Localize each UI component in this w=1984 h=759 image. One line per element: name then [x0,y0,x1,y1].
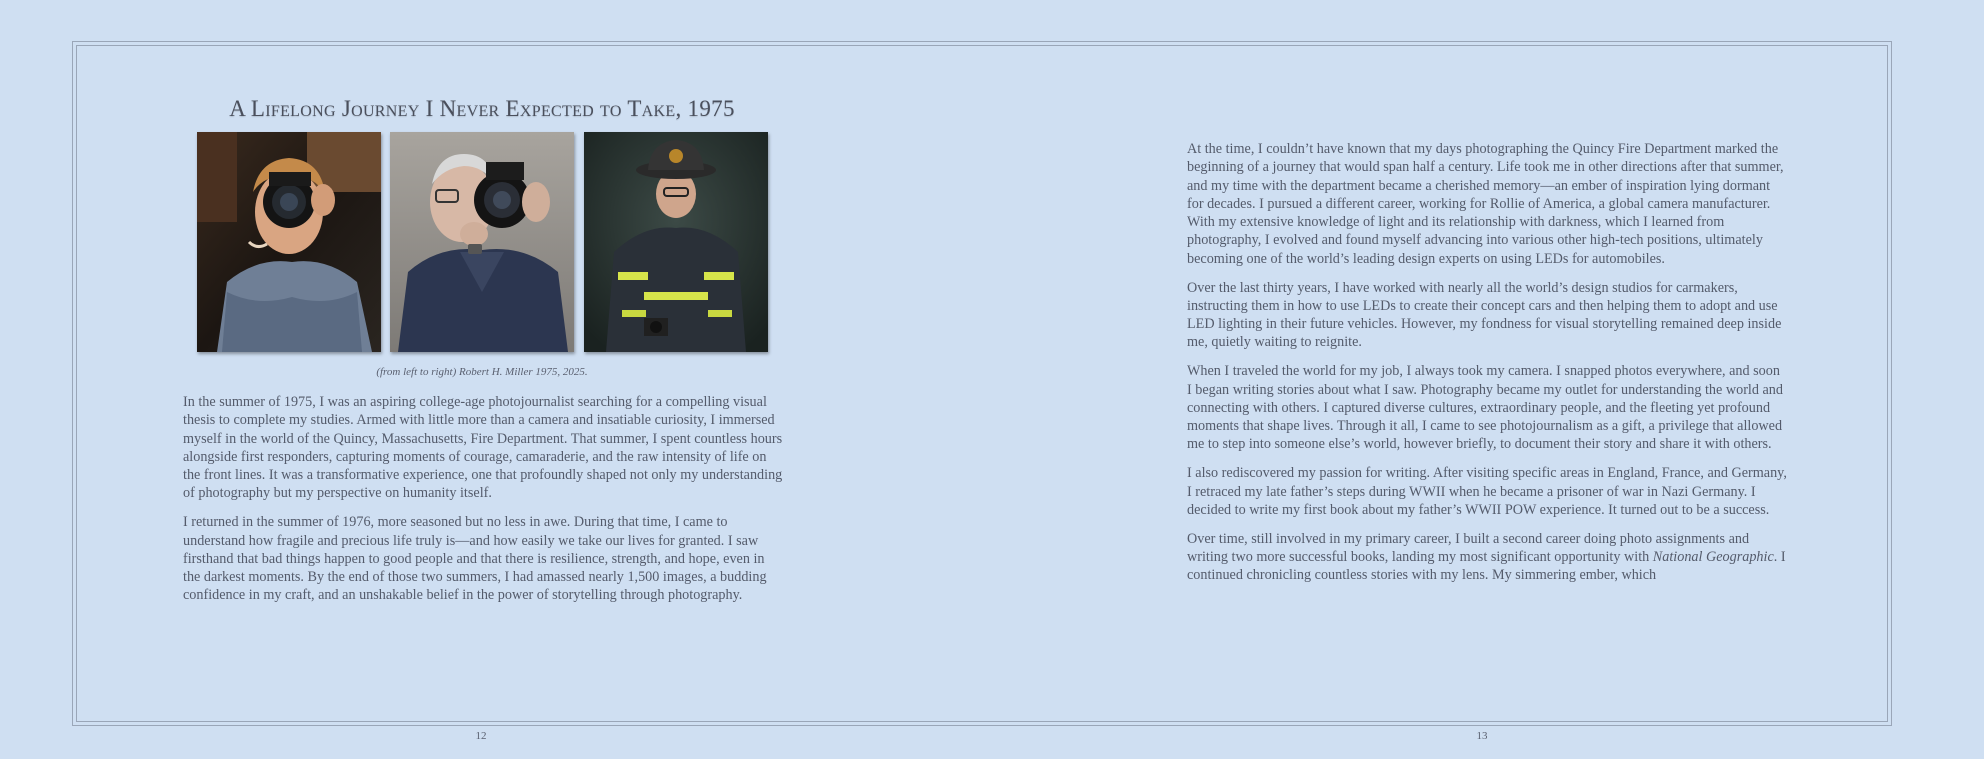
photo-firefighter [584,132,768,352]
body-paragraph: Over the last thirty years, I have worked with nearly all the world’s design studios for carmakers, instructing them in how to use LEDs to create their concept cars and then helping them to adopt and use LED lighting in their future vehicles. However, my fondness for visual storytelling remained deep inside me, quietly waiting to reignite. [1187,279,1782,351]
body-paragraph-last [1187,530,1787,585]
text-span: . I continued chronicling countless stories with my lens. My simmering ember, which [1187,548,1786,584]
page-title: A Lifelong Journey I Never Expected to Take, 1975 [229,96,735,121]
text-span: Over time, still involved in my primary career, I built a second career doing photo assignments and writing two more successful books, landing my most significant opportunity with [1187,530,1750,565]
photo-older-photographer [390,132,574,352]
body-paragraph: At the time, I couldn’t have known that my days photographing the Quincy Fire Department marked the beginning of a journey that would span half a century. Life took me in other directions after that summer, and my time with the department became a cherished memory—an ember of inspiration lying dormant for decades. I pursued a different career, working for Rollie of America, a global camera manufacturer. With my extensive knowledge of light and its relationship with darkness, which I learned from photography, I evolved and found myself advancing into various other high-tech positions, ultimately becoming one of the world’s leading design experts on using LEDs for automobiles. [1187,141,1784,267]
publication-name: National Geographic [1652,548,1774,565]
body-paragraph: When I traveled the world for my job, I always took my camera. I snapped photos everywhere, and soon I began writing stories about what I saw. Photography became my outlet for understanding the world and connecting with others. I captured diverse cultures, extraordinary people, and the fleeting yet profound moments that shape lives. Through it all, I came to see photojournalism as a gift, a privilege that allowed me to step into someone else’s world, however briefly, to document their story and share it with others. [1187,363,1783,453]
page-number-left: 12 [475,730,487,742]
photo-young-photographer [197,132,381,352]
body-paragraph: I returned in the summer of 1976, more seasoned but no less in awe. During that time, I came to understand how fragile and precious life truly is—and how easily we take our lives for granted. I saw firsthand that bad things happen to good people and that there is resilience, strength, and hope, even in the darkest moments. By the end of those two summers, I had amassed nearly 1,500 images, a budding confidence in my craft, and an unshakable belief in the power of storytelling through photography. [183,514,767,604]
photo-caption: (from left to right) Robert H. Miller 1975, 2025. [376,366,588,378]
left-page-body [183,393,783,615]
body-paragraph: In the summer of 1975, I was an aspiring college-age photojournalist searching for a compelling visual thesis to complete my studies. Armed with little more than a camera and insatiable curiosity, I immersed myself in the world of the Quincy, Massachusetts, Fire Department. That summer, I spent countless hours alongside first responders, capturing moments of courage, camaraderie, and the raw intensity of life on the front lines. It was a transformative experience, one that profoundly shaped not only my understanding of photography but my perspective on humanity itself. [183,394,783,502]
page-number-right: 13 [1476,730,1488,742]
body-paragraph: I also rediscovered my passion for writing. After visiting specific areas in England, France, and Germany, I retraced my late father’s steps during WWII when he became a prisoner of war in Nazi Germany. I decided to write my first book about my father’s WWII POW experience. It turned out to be a success. [1187,465,1787,518]
right-page-body [1187,140,1787,595]
